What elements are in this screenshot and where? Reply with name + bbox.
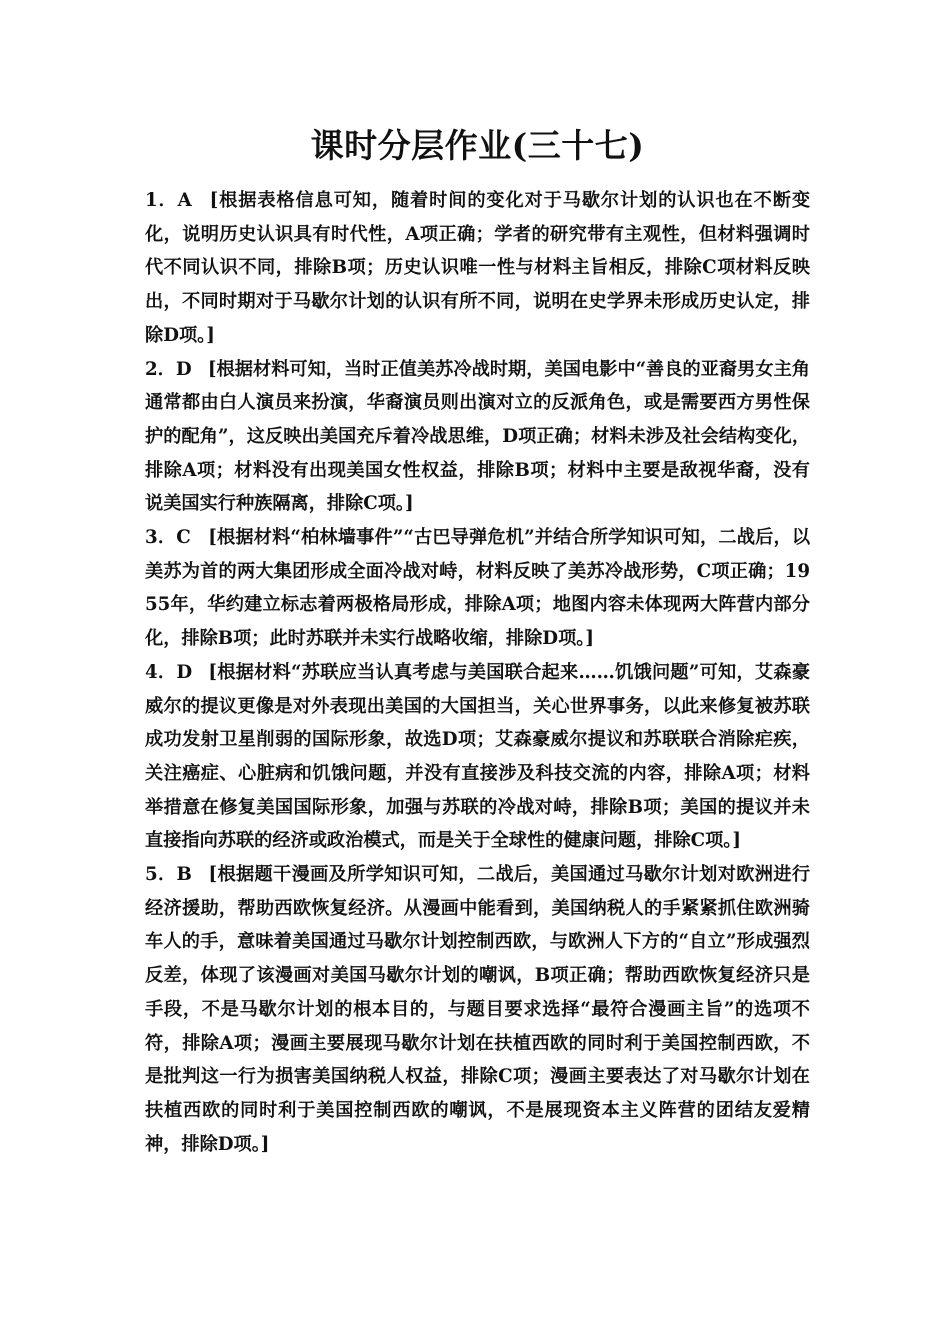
item-answer: C bbox=[176, 527, 191, 549]
item-number: 5． bbox=[145, 864, 177, 886]
item-explanation: [根据表格信息可知，随着时间的变化对于马歇尔计划的认识也在不断变化，说明历史认识具有时代性，A项正确；学者的研究带有主观性，但材料强调时代不同认识不同，排除B项；历史认识唯一性与材料主旨相反，排除C项材料反映出，不同时期对于马歇尔计划的认识有所不同，说明在史学界未形成历史认定，排除D项。] bbox=[145, 190, 811, 346]
item-explanation: [根据材料可知，当时正值美苏冷战时期，美国电影中“善良的亚裔男女主角通常都由白人演员来扮演，华裔演员则出演对立的反派角色，或是需要西方男性保护的配角”，这反映出美国充斥着冷战思维，D项正确；材料未涉及社会结构变化，排除A项；材料没有出现美国女性权益，排除B项；材料中主要是敌视华裔，没有说美国实行种族隔离，排除C项。] bbox=[145, 358, 810, 515]
document-page bbox=[145, 118, 810, 1161]
page-title: 课时分层作业(三十七) bbox=[310, 126, 645, 165]
answer-item-4 bbox=[145, 656, 810, 858]
item-explanation: [根据题干漫画及所学知识可知，二战后，美国通过马歇尔计划对欧洲进行经济援助，帮助西欧恢复经济。从漫画中能看到，美国纳税人的手紧紧抓住欧洲骑车人的手，意味着美国通过马歇尔计划控制西欧，与欧洲人下方的“自立”形成强烈反差，体现了该漫画对美国马歇尔计划的嘲讽，B项正确；帮助西欧恢复经济只是手段，不是马歇尔计划的根本目的，与题目要求选择“最符合漫画主旨”的选项不符，排除A项；漫画主要展现马歇尔计划在扶植西欧的同时利于美国控制西欧，不是批判这一行为损害美国纳税人权益，排除C项；漫画主要表达了对马歇尔计划在扶植西欧的同时利于美国控制西欧的嘲讽，不是展现资本主义阵营的团结友爱精神，排除D项。] bbox=[145, 864, 811, 1155]
answer-item-5 bbox=[145, 858, 810, 1161]
answer-item-2 bbox=[145, 353, 810, 522]
item-explanation: [根据材料“柏林墙事件”“古巴导弹危机”并结合所学知识可知，二战后，以美苏为首的两大集团形成全面冷战对峙，材料反映了美苏冷战形势，C项正确；1955年，华约建立标志着两极格局形成，排除A项；地图内容未体现两大阵营内部分化，排除B项；此时苏联并未实行战略收缩，排除D项。] bbox=[145, 527, 811, 650]
item-number: 2． bbox=[145, 358, 176, 380]
item-number: 1． bbox=[145, 190, 178, 211]
item-answer: A bbox=[177, 190, 192, 211]
item-answer: D bbox=[175, 358, 192, 380]
item-answer: B bbox=[176, 864, 192, 886]
item-answer: D bbox=[176, 661, 193, 683]
answer-item-3 bbox=[145, 521, 810, 656]
item-number: 3． bbox=[145, 527, 177, 549]
item-number: 4． bbox=[145, 661, 177, 683]
answer-item-1 bbox=[145, 184, 810, 353]
item-explanation: [根据材料“苏联应当认真考虑与美国联合起来……饥饿问题”可知，艾森豪威尔的提议更像是对外表现出美国的大国担当，关心世界事务，以此来修复被苏联成功发射卫星削弱的国际形象，故选D项；艾森豪威尔提议和苏联联合消除疟疾，关注癌症、心脏病和饥饿问题，并没有直接涉及科技交流的内容，排除A项；材料举措意在修复美国国际形象，加强与苏联的冷战对峙，排除B项；美国的提议并未直接指向苏联的经济或政治模式，而是关于全球性的健康问题，排除C项。] bbox=[145, 661, 811, 852]
